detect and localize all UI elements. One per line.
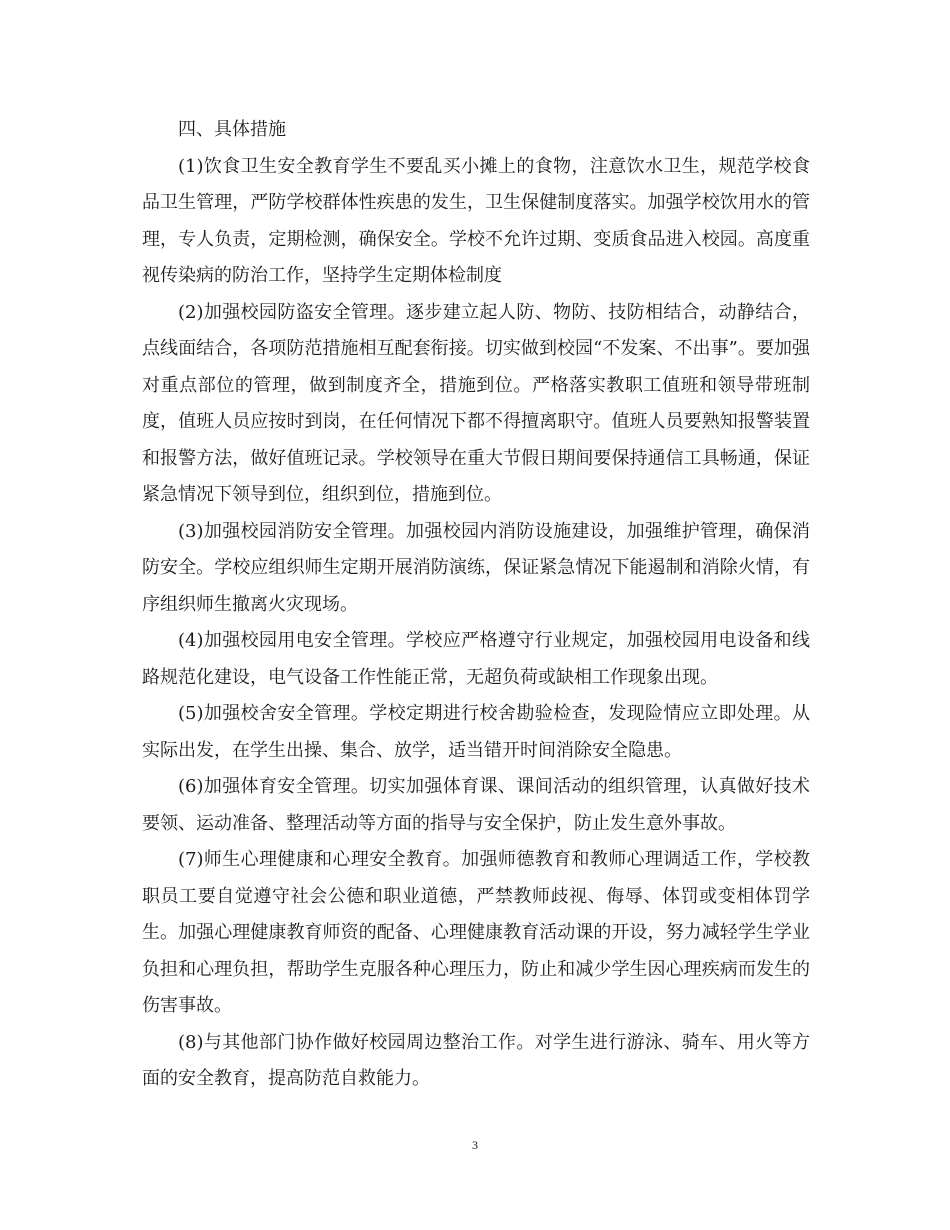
paragraph-fire-safety: (3)加强校园消防安全管理。加强校园内消防设施建设，加强维护管理，确保消防安全。学校应组织师生定期开展消防演练，保证紧急情况下能遏制和消除火情，有序组织师生撤离火灾现场。: [142, 520, 810, 615]
page-number: 3: [472, 1138, 478, 1152]
paragraph-sports-safety: (6)加强体育安全管理。切实加强体育课、课间活动的组织管理，认真做好技术要领、运动准备、整理活动等方面的指导与安全保护，防止发生意外事故。: [142, 776, 810, 834]
paragraph-food-safety: (1)饮食卫生安全教育学生不要乱买小摊上的食物，注意饮水卫生，规范学校食品卫生管理，严防学校群体性疾患的发生，卫生保健制度落实。加强学校饮用水的管理，专人负责，定期检测，确保安全。学校不允许过期、变质食品进入校园。高度重视传染病的防治工作，坚持学生定期体检制度: [142, 155, 810, 286]
paragraph-building-safety: (5)加强校舍安全管理。学校定期进行校舍勘验检查，发现险情应立即处理。从实际出发，在学生出操、集合、放学，适当错开时间消除安全隐患。: [142, 703, 810, 761]
document-body: [142, 112, 810, 1098]
paragraph-campus-surroundings: (8)与其他部门协作做好校园周边整治工作。对学生进行游泳、骑车、用火等方面的安全教育，提高防范自救能力。: [142, 1031, 810, 1089]
paragraph-electrical-safety: (4)加强校园用电安全管理。学校应严格遵守行业规定，加强校园用电设备和线路规范化建设，电气设备工作性能正常，无超负荷或缺相工作现象出现。: [142, 630, 810, 688]
paragraph-mental-health: (7)师生心理健康和心理安全教育。加强师德教育和教师心理调适工作，学校教职员工要自觉遵守社会公德和职业道德，严禁教师歧视、侮辱、体罚或变相体罚学生。加强心理健康教育师资的配备、心理健康教育活动课的开设，努力减轻学生学业负担和心理负担，帮助学生克服各种心理压力，防止和减少学生因心理疾病而发生的伤害事故。: [142, 849, 810, 1016]
section-heading: 四、具体措施: [178, 119, 286, 140]
paragraph-anti-theft: (2)加强校园防盗安全管理。逐步建立起人防、物防、技防相结合，动静结合，点线面结合，各项防范措施相互配套衔接。切实做到校园“不发案、不出事”。要加强对重点部位的管理，做到制度齐全，措施到位。严格落实教职工值班和领导带班制度，值班人员应按时到岗，在任何情况下都不得擅离职守。值班人员要熟知报警装置和报警方法，做好值班记录。学校领导在重大节假日期间要保持通信工具畅通，保证紧急情况下领导到位，组织到位，措施到位。: [142, 301, 810, 505]
